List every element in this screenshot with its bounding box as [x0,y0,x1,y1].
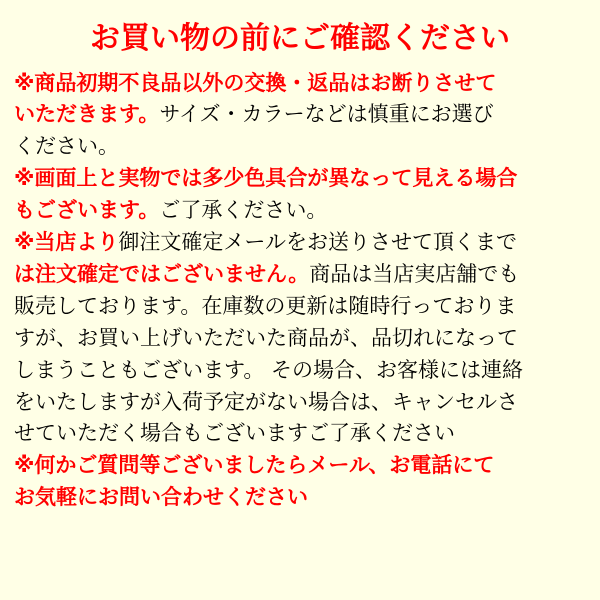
notice-line-text: お気軽にお問い合わせください [14,485,308,510]
notice-line-text: ご了承ください。 [159,198,328,223]
notice-line-text: をいたしますが入荷予定がない場合は、キャンセルさ [14,389,518,414]
notice-line-text: 販売しております。在庫数の更新は随時行っておりま [14,293,517,318]
notice-line [14,227,586,259]
notice-line [14,482,586,514]
notice-line [14,131,586,163]
notice-line [14,450,586,482]
notice-line-text: は注文確定ではございません。 [14,261,310,286]
page-title: お買い物の前にご確認ください [90,21,510,56]
notice-line [14,387,586,419]
notice-line-text: ください。 [14,134,119,159]
notice-line-text: しまうこともございます。 その場合、お客様には連絡 [14,357,523,382]
notice-line-text: サイズ・カラーなどは慎重にお選び [159,102,494,127]
notice-line [14,99,586,131]
notice-line [14,355,586,387]
notice-line [14,163,586,195]
notice-line-text: ※当店より [14,230,119,255]
notice-line-text: いただきます。 [14,102,160,127]
notice-line [14,291,586,323]
notice-line-text: せていただく場合もございますご了承ください [14,421,455,446]
notice-line-text: ※商品初期不良品以外の交換・返品はお断りさせて [14,70,497,95]
notice-line [14,68,586,100]
notice-body [14,68,586,515]
notice-line-text: 御注文確定メールをお送りさせて頂くまで [118,230,518,255]
notice-line-text: ※何かご質問等ございましたらメール、お電話にて [14,453,495,478]
notice-line [14,418,586,450]
notice-line [14,323,586,355]
notice-line-text: 商品は当店実店舗でも [309,261,520,286]
notice-line [14,195,586,227]
notice-line-text: ※画面上と実物では多少色具合が異なって見える場合 [14,166,518,191]
notice-line-text: すが、お買い上げいただいた商品が、品切れになって [14,325,518,350]
notice-line-text: もございます。 [14,198,160,223]
notice-line [14,259,586,291]
